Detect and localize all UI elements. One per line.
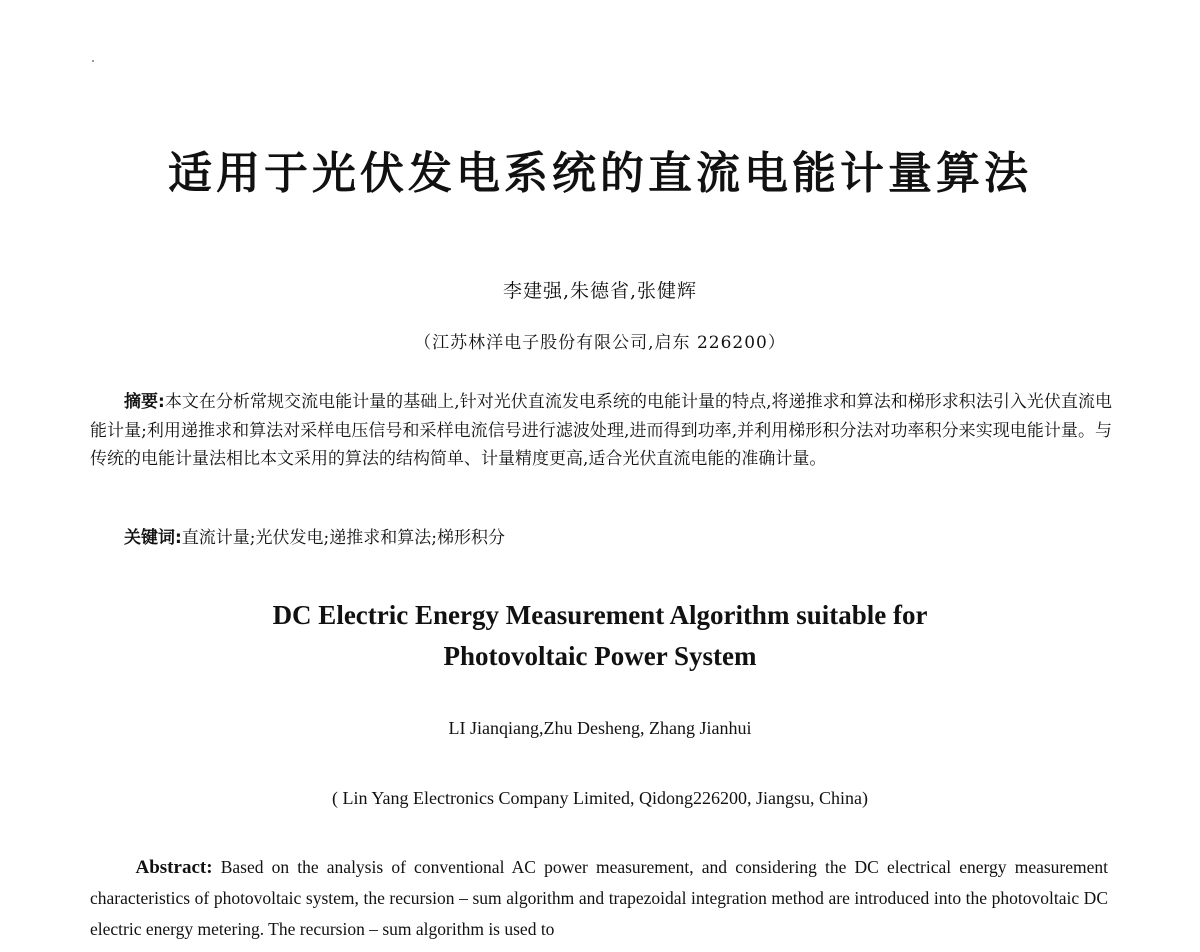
english-title	[0, 595, 1200, 677]
english-abstract	[90, 852, 1108, 945]
english-title-line-1: DC Electric Energy Measurement Algorithm suitable for	[272, 600, 928, 630]
english-affiliation: ( Lin Yang Electronics Company Limited, Qidong226200, Jiangsu, China)	[332, 788, 868, 808]
chinese-authors: 李建强,朱德省,张健辉	[502, 280, 698, 302]
chinese-abstract-label: 摘要:	[124, 392, 165, 412]
chinese-affiliation: （江苏林洋电子股份有限公司,启东 226200）	[414, 333, 786, 353]
english-title-line-2: Photovoltaic Power System	[443, 641, 757, 671]
chinese-keywords-label: 关键词:	[124, 528, 182, 548]
chinese-abstract-text: 本文在分析常规交流电能计量的基础上,针对光伏直流发电系统的电能计量的特点,将递推求和算法和梯形求积法引入光伏直流电能计量;利用递推求和算法对采样电压信号和采样电流信号进行滤波处理,进而得到功率,并利用梯形积分法对功率积分来实现电能计量。与传统的电能计量法相比本文采用的算法的结构简单、计量精度更高,适合光伏直流电能的准确计量。	[90, 392, 1112, 469]
english-abstract-label: Abstract:	[135, 857, 213, 878]
chinese-keywords-text: 直流计量;光伏发电;递推求和算法;梯形积分	[181, 528, 505, 548]
chinese-keywords	[90, 524, 1112, 552]
english-authors: LI Jianqiang,Zhu Desheng, Zhang Jianhui	[448, 718, 752, 738]
chinese-abstract	[90, 388, 1112, 474]
scan-speck	[92, 60, 94, 62]
english-abstract-text: Based on the analysis of conventional AC power measurement, and considering the DC electrical energy measurement characteristics of photovoltaic system, the recursion – sum algorithm and trapezoidal integration method are introduced into the photovoltaic DC electric energy metering. The recursion – sum algorithm is used to	[90, 857, 1109, 939]
chinese-title: 适用于光伏发电系统的直流电能计量算法	[168, 148, 1032, 199]
